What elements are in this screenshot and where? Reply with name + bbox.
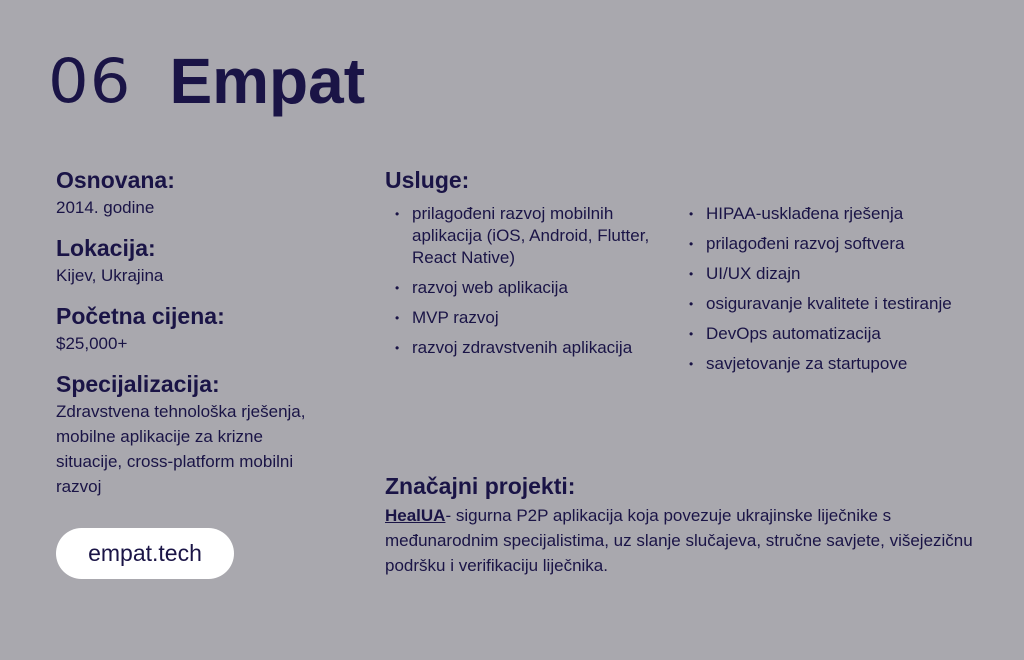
service-item — [679, 293, 959, 315]
bullet-icon: • — [395, 341, 400, 355]
bullet-icon: • — [689, 357, 694, 371]
service-item — [679, 203, 959, 225]
founded-label: Osnovana: — [56, 167, 175, 193]
service-text: DevOps automatizacija — [706, 324, 881, 343]
service-item — [385, 277, 679, 299]
company-name: Empat — [169, 45, 366, 117]
bullet-icon: • — [689, 237, 694, 251]
projects-title: Značajni projekti: — [385, 473, 576, 499]
service-text: MVP razvoj — [412, 308, 499, 327]
service-text: prilagođeni razvoj mobilnih aplikacija (iOS, Android, Flutter, React Native) — [412, 204, 650, 267]
service-text: razvoj web aplikacija — [412, 278, 568, 297]
specialization-value: Zdravstvena tehnološka rješenja, mobilne aplikacije za krizne situacije, cross-platform mobilni razvoj — [56, 402, 306, 496]
bullet-icon: • — [689, 297, 694, 311]
project-description — [385, 503, 975, 578]
service-text: osiguravanje kvalitete i testiranje — [706, 294, 952, 313]
bullet-icon: • — [689, 267, 694, 281]
location-value: Kijev, Ukrajina — [56, 266, 164, 285]
service-text: savjetovanje za startupove — [706, 354, 908, 373]
bullet-icon: • — [395, 281, 400, 295]
founded-field — [56, 166, 306, 220]
notable-projects-section — [385, 472, 975, 578]
company-details — [56, 166, 306, 513]
service-text: razvoj zdravstvenih aplikacija — [412, 338, 633, 357]
website-link-button[interactable]: empat.tech — [56, 528, 234, 579]
services-title: Usluge: — [385, 167, 470, 193]
project-link[interactable]: HealUA — [385, 506, 446, 525]
services-list-left — [385, 203, 679, 383]
page-heading — [48, 44, 365, 119]
starting-price-value: $25,000+ — [56, 334, 128, 353]
bullet-icon: • — [395, 311, 400, 325]
service-text: HIPAA-usklađena rješenja — [706, 204, 904, 223]
starting-price-label: Početna cijena: — [56, 303, 225, 329]
bullet-icon: • — [689, 327, 694, 341]
service-item — [385, 203, 679, 269]
bullet-icon: • — [395, 207, 400, 221]
service-item — [679, 233, 959, 255]
service-item — [385, 307, 679, 329]
project-description-text: - sigurna P2P aplikacija koja povezuje ukrajinske liječnike s međunarodnim specijalistima, uz slanje slučajeva, stručne savjete, višejezičnu podršku i verifikaciju liječnika. — [385, 506, 973, 575]
service-text: prilagođeni razvoj softvera — [706, 234, 905, 253]
location-label: Lokacija: — [56, 235, 156, 261]
starting-price-field — [56, 302, 306, 356]
founded-value: 2014. godine — [56, 198, 155, 217]
services-list-right — [679, 203, 959, 383]
service-item — [679, 323, 959, 345]
specialization-label: Specijalizacija: — [56, 371, 220, 397]
service-item — [679, 263, 959, 285]
bullet-icon: • — [689, 207, 694, 221]
rank-number: 06 — [48, 46, 132, 118]
service-item — [385, 337, 679, 359]
services-columns — [385, 203, 985, 383]
specialization-field — [56, 370, 306, 499]
services-section — [385, 166, 985, 383]
service-item — [679, 353, 959, 375]
service-text: UI/UX dizajn — [706, 264, 801, 283]
location-field — [56, 234, 306, 288]
